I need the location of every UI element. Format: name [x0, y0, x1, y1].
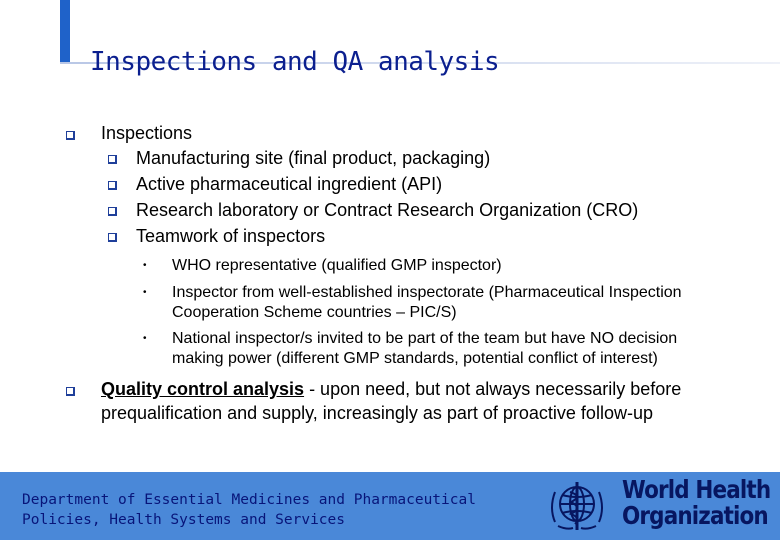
subitem-cro: Research laboratory or Contract Research Organization (CRO) [136, 200, 639, 220]
bullet-qc-line1 [101, 378, 681, 400]
subsub-national-line1: National inspector/s invited to be part of the team but have NO decision [172, 330, 678, 347]
department-line2: Policies, Health Systems and Services [22, 512, 346, 528]
org-line1: World Health [622, 475, 771, 504]
qc-strong: Quality control analysis [101, 379, 305, 399]
bullet-inspections: Inspections [101, 123, 193, 143]
subsub-inspectorate-line1: Inspector from well-established inspectorate (Pharmaceutical Inspection [172, 284, 682, 301]
bullet-box-icon [108, 181, 117, 190]
org-line2: Organization [622, 501, 768, 530]
dot-bullet-icon: • [143, 260, 147, 271]
qc-rest: - upon need, but not always necessarily before [304, 379, 682, 399]
subsub-who: WHO representative (qualified GMP inspector) [172, 257, 502, 274]
dot-bullet-icon: • [143, 333, 147, 344]
subitem-teamwork: Teamwork of inspectors [136, 226, 326, 246]
bullet-box-icon [66, 131, 75, 140]
department-name [22, 490, 476, 530]
accent-bar [60, 0, 70, 62]
subsub-inspectorate-line2: Cooperation Scheme countries – PIC/S) [172, 304, 457, 321]
subitem-api: Active pharmaceutical ingredient (API) [136, 174, 443, 194]
bullet-qc-line2: prequalification and supply, increasingly as part of proactive follow-up [101, 403, 653, 423]
bullet-box-icon [108, 207, 117, 216]
department-line1: Department of Essential Medicines and Pharmaceutical [22, 492, 476, 508]
subitem-manufacturing: Manufacturing site (final product, packaging) [136, 148, 491, 168]
bullet-box-icon [108, 233, 117, 242]
organization-name [622, 477, 770, 529]
dot-bullet-icon: • [143, 287, 147, 298]
slide-title: Inspections and QA analysis [90, 47, 500, 77]
subsub-national-line2: making power (different GMP standards, potential conflict of interest) [172, 350, 658, 367]
bullet-box-icon [108, 155, 117, 164]
bullet-box-icon [66, 387, 75, 396]
footer [0, 472, 780, 540]
who-emblem-icon [545, 478, 609, 534]
